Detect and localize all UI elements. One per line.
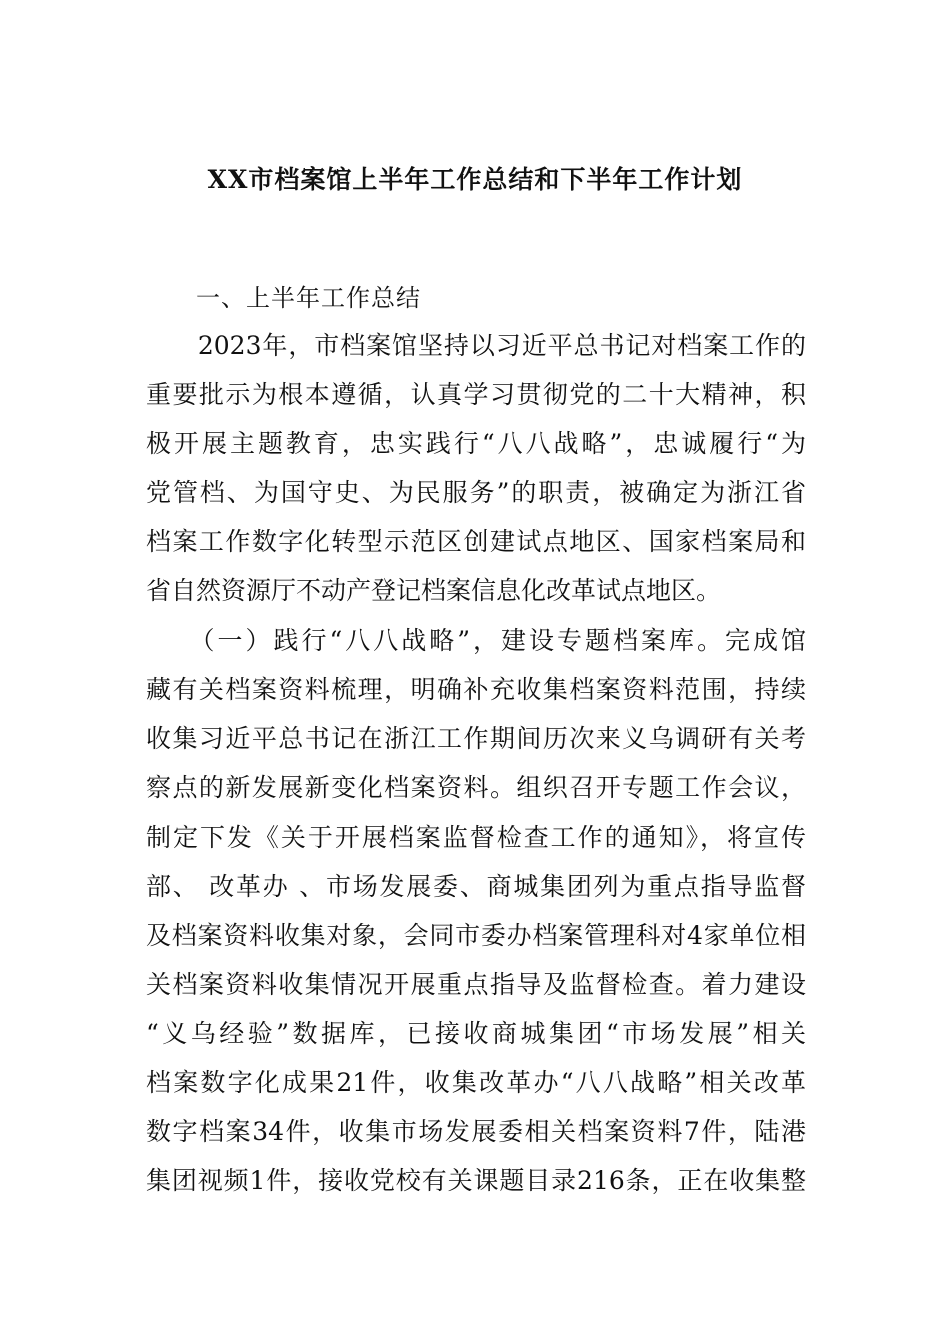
paragraph-line: （一）践行“八八战略”，建设专题档案库。完成馆 — [146, 626, 806, 655]
paragraph-line: 省自然资源厅不动产登记档案信息化改革试点地区。 — [146, 576, 722, 605]
paragraph-line: 重要批示为根本遵循，认真学习贯彻党的二十大精神，积 — [146, 380, 806, 409]
paragraph-line: 察点的新发展新变化档案资料。组织召开专题工作会议， — [146, 773, 806, 802]
paragraph-line: 数字档案34件，收集市场发展委相关档案资料7件，陆港 — [146, 1117, 806, 1146]
paragraph-line: 2023年，市档案馆坚持以习近平总书记对档案工作的 — [146, 331, 806, 360]
document-title: XX市档案馆上半年工作总结和下半年工作计划 — [207, 165, 743, 194]
paragraph-line: 集团视频1件，接收党校有关课题目录216条，正在收集整 — [146, 1166, 806, 1195]
paragraph-line: 收集习近平总书记在浙江工作期间历次来义乌调研有关考 — [146, 724, 806, 753]
paragraph-line: 档案工作数字化转型示范区创建试点地区、国家档案局和 — [146, 527, 806, 556]
paragraph-line: 制定下发《关于开展档案监督检查工作的通知》，将宣传 — [146, 823, 806, 852]
paragraph-line: 关档案资料收集情况开展重点指导及监督检查。着力建设 — [146, 970, 806, 999]
paragraph-line: 党管档、为国守史、为民服务”的职责，被确定为浙江省 — [146, 478, 806, 507]
paragraph-line: 部、 改革办 、市场发展委、商城集团列为重点指导监督 — [146, 872, 806, 901]
paragraph-line: 极开展主题教育，忠实践行“八八战略”，忠诚履行“为 — [146, 429, 806, 458]
paragraph-line: 藏有关档案资料梳理，明确补充收集档案资料范围，持续 — [146, 675, 806, 704]
paragraph-line: 及档案资料收集对象，会同市委办档案管理科对4家单位相 — [146, 921, 806, 950]
paragraph-line: 档案数字化成果21件，收集改革办“八八战略”相关改革 — [146, 1068, 806, 1097]
section-heading: 一、上半年工作总结 — [196, 284, 421, 312]
paragraph-line: “义乌经验”数据库，已接收商城集团“市场发展”相关 — [146, 1019, 806, 1048]
